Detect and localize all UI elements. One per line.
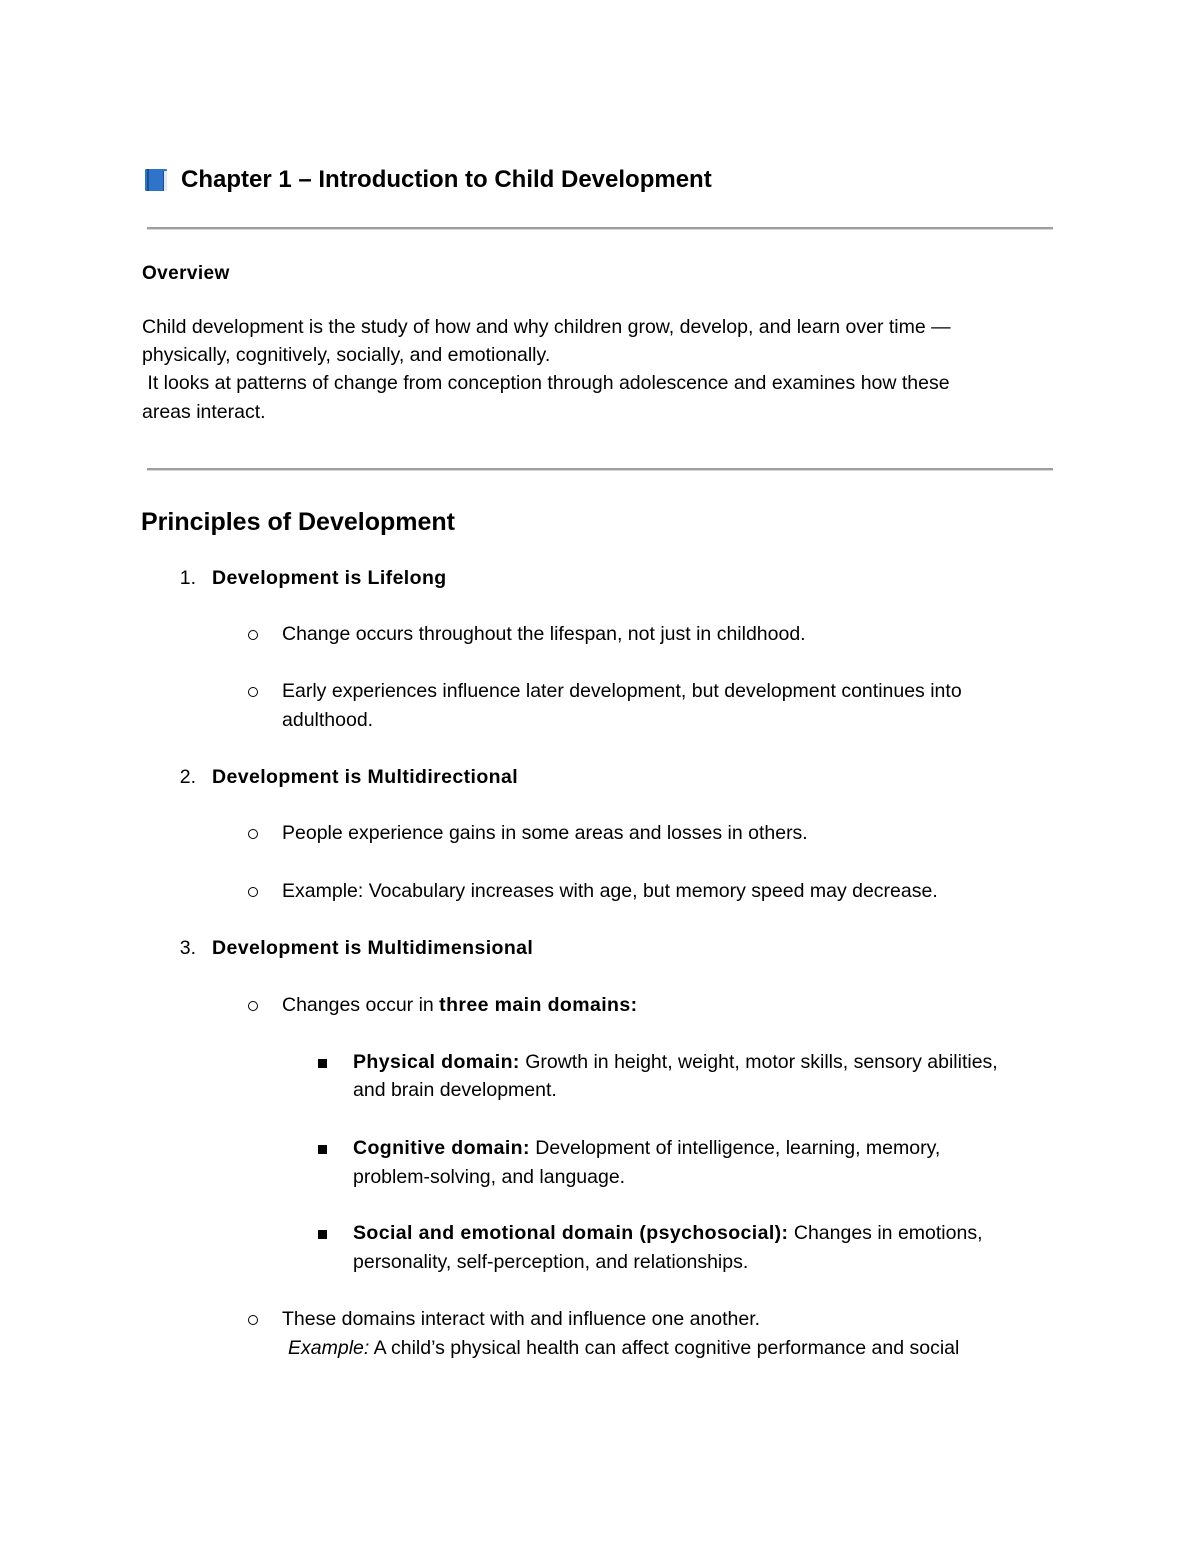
list-number: 3. <box>179 937 196 959</box>
list-number: 1. <box>179 567 196 589</box>
overview-line: physically, cognitively, socially, and emotionally. <box>142 344 551 366</box>
domains-intro: Changes occur in <box>282 994 440 1016</box>
circle-bullet-icon <box>248 630 258 640</box>
domain-item <box>353 1137 940 1160</box>
principle-label: Development is Multidirectional <box>212 766 519 788</box>
square-bullet-icon <box>318 1145 327 1154</box>
square-bullet-icon <box>318 1059 327 1068</box>
principle-label: Development is Lifelong <box>212 567 447 589</box>
domain-label: Physical domain: <box>353 1051 520 1073</box>
list-item: Change occurs throughout the lifespan, not just in childhood. <box>282 623 806 645</box>
domains-intro-bold: three main domains: <box>439 994 638 1016</box>
domain-text: Changes in emotions, <box>788 1222 983 1244</box>
domain-continuation: problem-solving, and language. <box>353 1166 626 1188</box>
list-item: People experience gains in some areas and losses in others. <box>282 822 808 844</box>
example-line <box>288 1337 959 1360</box>
domain-text: Development of intelligence, learning, memory, <box>529 1137 941 1159</box>
circle-bullet-icon <box>248 829 258 839</box>
principles-heading: Principles of Development <box>141 508 455 536</box>
overview-line: It looks at patterns of change from conception through adolescence and examines how these <box>142 372 950 394</box>
list-item-continuation: adulthood. <box>282 709 374 731</box>
circle-bullet-icon <box>248 887 258 897</box>
domain-continuation: personality, self-perception, and relationships. <box>353 1251 749 1273</box>
domain-item <box>353 1051 998 1074</box>
square-bullet-icon <box>318 1230 327 1239</box>
domain-label: Cognitive domain: <box>353 1137 530 1159</box>
chapter-title-text: Chapter 1 – Introduction to Child Development <box>181 166 712 193</box>
overview-line: areas interact. <box>142 401 266 423</box>
example-label: Example: <box>288 1337 370 1359</box>
circle-bullet-icon <box>248 1315 258 1325</box>
domain-item <box>353 1222 982 1245</box>
list-item: These domains interact with and influence one another. <box>282 1308 761 1330</box>
chapter-title <box>143 166 712 194</box>
list-item: Example: Vocabulary increases with age, but memory speed may decrease. <box>282 880 938 902</box>
circle-bullet-icon <box>248 1001 258 1011</box>
overview-line: Child development is the study of how and why children grow, develop, and learn over time — <box>142 316 951 338</box>
horizontal-rule <box>147 468 1053 471</box>
circle-bullet-icon <box>248 687 258 697</box>
example-text: A child’s physical health can affect cognitive performance and social <box>369 1337 960 1359</box>
list-item: Early experiences influence later development, but development continues into <box>282 680 962 702</box>
list-item <box>282 994 637 1017</box>
horizontal-rule <box>147 227 1053 230</box>
domain-text: Growth in height, weight, motor skills, sensory abilities, <box>519 1051 998 1073</box>
blue-book-icon <box>143 167 169 193</box>
principle-label: Development is Multidimensional <box>212 937 534 959</box>
overview-heading: Overview <box>142 263 230 284</box>
list-number: 2. <box>179 766 196 788</box>
domain-continuation: and brain development. <box>353 1079 557 1101</box>
domain-label: Social and emotional domain (psychosocial): <box>353 1222 789 1244</box>
